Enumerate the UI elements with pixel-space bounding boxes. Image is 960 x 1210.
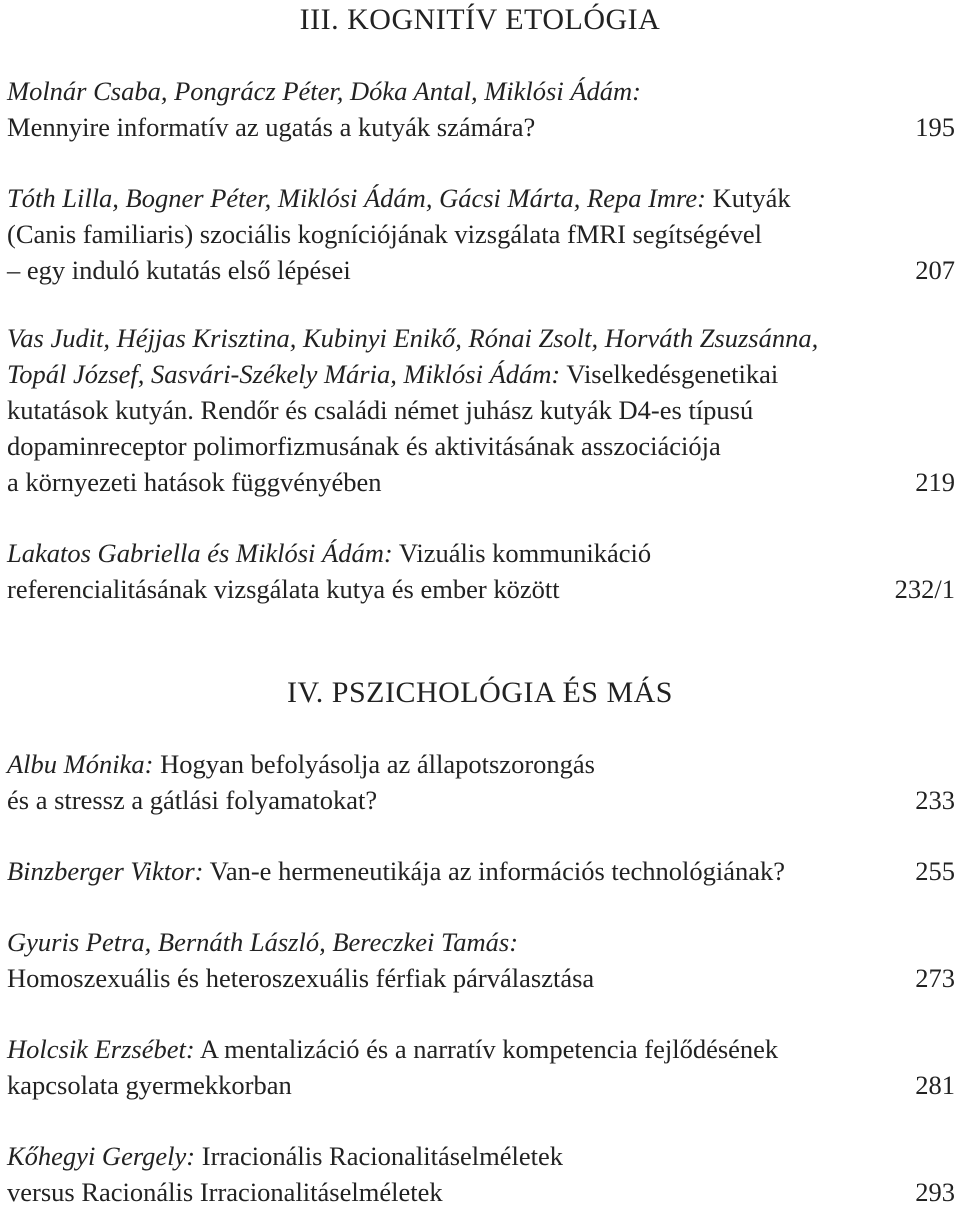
entry-title: Mennyire informatív az ugatás a kutyák számára? [7,112,536,142]
page-number: 255 [915,856,955,886]
entry-authors: Molnár Csaba, Pongrácz Péter, Dóka Antal, Miklósi Ádám: [7,76,641,106]
entry-title: Van-e hermeneutikája az információs technológiának? [203,856,786,886]
toc-entry[interactable] [7,73,955,145]
page-number: 293 [915,1177,955,1207]
entry-title: referencialitásának vizsgálata kutya és ember között [7,574,560,604]
entry-title: kapcsolata gyermekkorban [7,1070,292,1100]
entry-title: Homoszexuális és heteroszexuális férfiak párválasztása [7,963,595,993]
entry-title: Irracionális Racionalitáselméletek [195,1141,564,1171]
page-number: 207 [915,255,955,285]
page-number: 233 [915,785,955,815]
entry-authors: Tóth Lilla, Bogner Péter, Miklósi Ádám, Gácsi Márta, Repa Imre: [7,183,706,213]
entry-authors: Binzberger Viktor: [7,856,204,886]
section-title: III. KOGNITÍV ETOLÓGIA [299,3,661,36]
entry-authors: Albu Mónika: [7,749,154,779]
entry-title: (Canis familiaris) szociális kogníciójának vizsgálata fMRI segítségével [7,219,763,249]
page-number: 195 [915,112,955,142]
section-title: IV. PSZICHOLÓGIA ÉS MÁS [286,676,673,709]
entry-title: Kutyák [705,183,791,213]
toc-entry[interactable] [7,320,955,500]
entry-title: és a stressz a gátlási folyamatokat? [7,785,378,815]
entry-authors: Gyuris Petra, Bernáth László, Bereczkei Tamás: [7,927,519,957]
page-number: 232/1 [894,574,955,604]
entry-authors: Vas Judit, Héjjas Krisztina, Kubinyi Enikő, Rónai Zsolt, Horváth Zsuzsánna, [7,323,819,353]
toc-entry[interactable] [7,180,955,288]
toc-entry[interactable] [7,746,955,818]
entry-title: Viselkedésgenetikai [560,359,779,389]
toc-entry[interactable] [7,1031,955,1103]
toc-entry[interactable] [7,535,955,607]
entry-title: kutatások kutyán. Rendőr és családi német juhász kutyák D4-es típusú [7,395,754,425]
entry-title: – egy induló kutatás első lépései [7,255,351,285]
toc-entry[interactable] [7,924,955,996]
toc-entry[interactable] [7,853,955,889]
entry-title: Hogyan befolyásolja az állapotszorongás [153,749,595,779]
page-number: 219 [915,467,955,497]
entry-title: versus Racionális Irracionalitáselméletek [7,1177,443,1207]
page-number: 273 [915,963,955,993]
entry-title: A mentalizáció és a narratív kompetencia fejlődésének [194,1034,779,1064]
entry-authors: Kőhegyi Gergely: [7,1141,196,1171]
toc-entry[interactable] [7,1138,955,1210]
entry-title: dopaminreceptor polimorfizmusának és aktivitásának asszociációja [7,431,721,461]
entry-authors: Topál József, Sasvári-Székely Mária, Miklósi Ádám: [7,359,561,389]
entry-authors: Holcsik Erzsébet: [7,1034,195,1064]
page-number: 281 [915,1070,955,1100]
entry-title: Vizuális kommunikáció [392,538,652,568]
entry-title: a környezeti hatások függvényében [7,467,382,497]
entry-authors: Lakatos Gabriella és Miklósi Ádám: [7,538,393,568]
